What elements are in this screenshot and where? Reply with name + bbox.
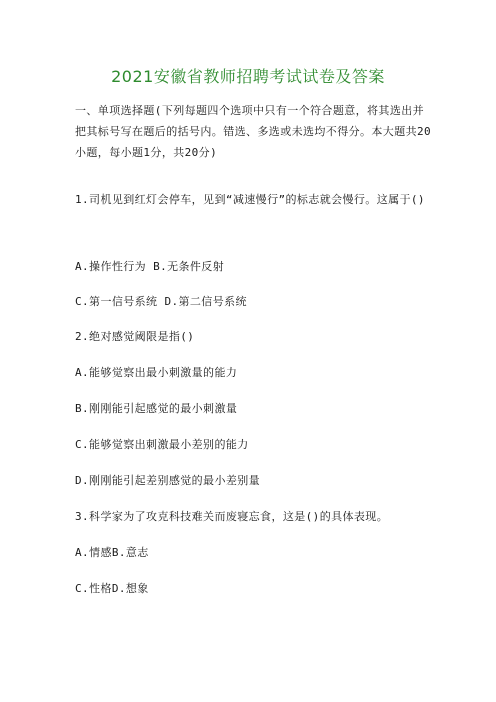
question-3-option-line-1: A.情感B.意志: [75, 546, 149, 559]
question-3-option-line-2: C.性格D.想象: [75, 582, 149, 595]
section-intro: 一、单项选择题(下列每题四个选项中只有一个符合题意，将其选出并把其标号写在题后的括号内。错选、多选或未选均不得分。本大题共20小题，每小题1分，共20分): [75, 104, 432, 159]
document-title: 2021安徽省教师招聘考试试卷及答案: [111, 67, 385, 86]
question-1-stem: 1.司机见到红灯会停车，见到“减速慢行”的标志就会慢行。这属于(): [75, 193, 425, 206]
question-2-option-c: C.能够觉察出刺激最小差别的能力: [75, 438, 249, 451]
question-2-option-a: A.能够觉察出最小刺激量的能力: [75, 366, 238, 379]
question-2-option-d: D.刚刚能引起差别感觉的最小差别量: [75, 474, 261, 487]
question-1-option-line-1: A.操作性行为 B.无条件反射: [75, 260, 225, 273]
question-1-option-line-2: C.第一信号系统 D.第二信号系统: [75, 295, 247, 308]
question-3-stem: 3.科学家为了攻克科技难关而废寝忘食，这是()的具体表现。: [75, 510, 389, 523]
question-2-option-b: B.刚刚能引起感觉的最小刺激量: [75, 402, 238, 415]
question-2-stem: 2.绝对感觉阈限是指(): [75, 330, 195, 343]
